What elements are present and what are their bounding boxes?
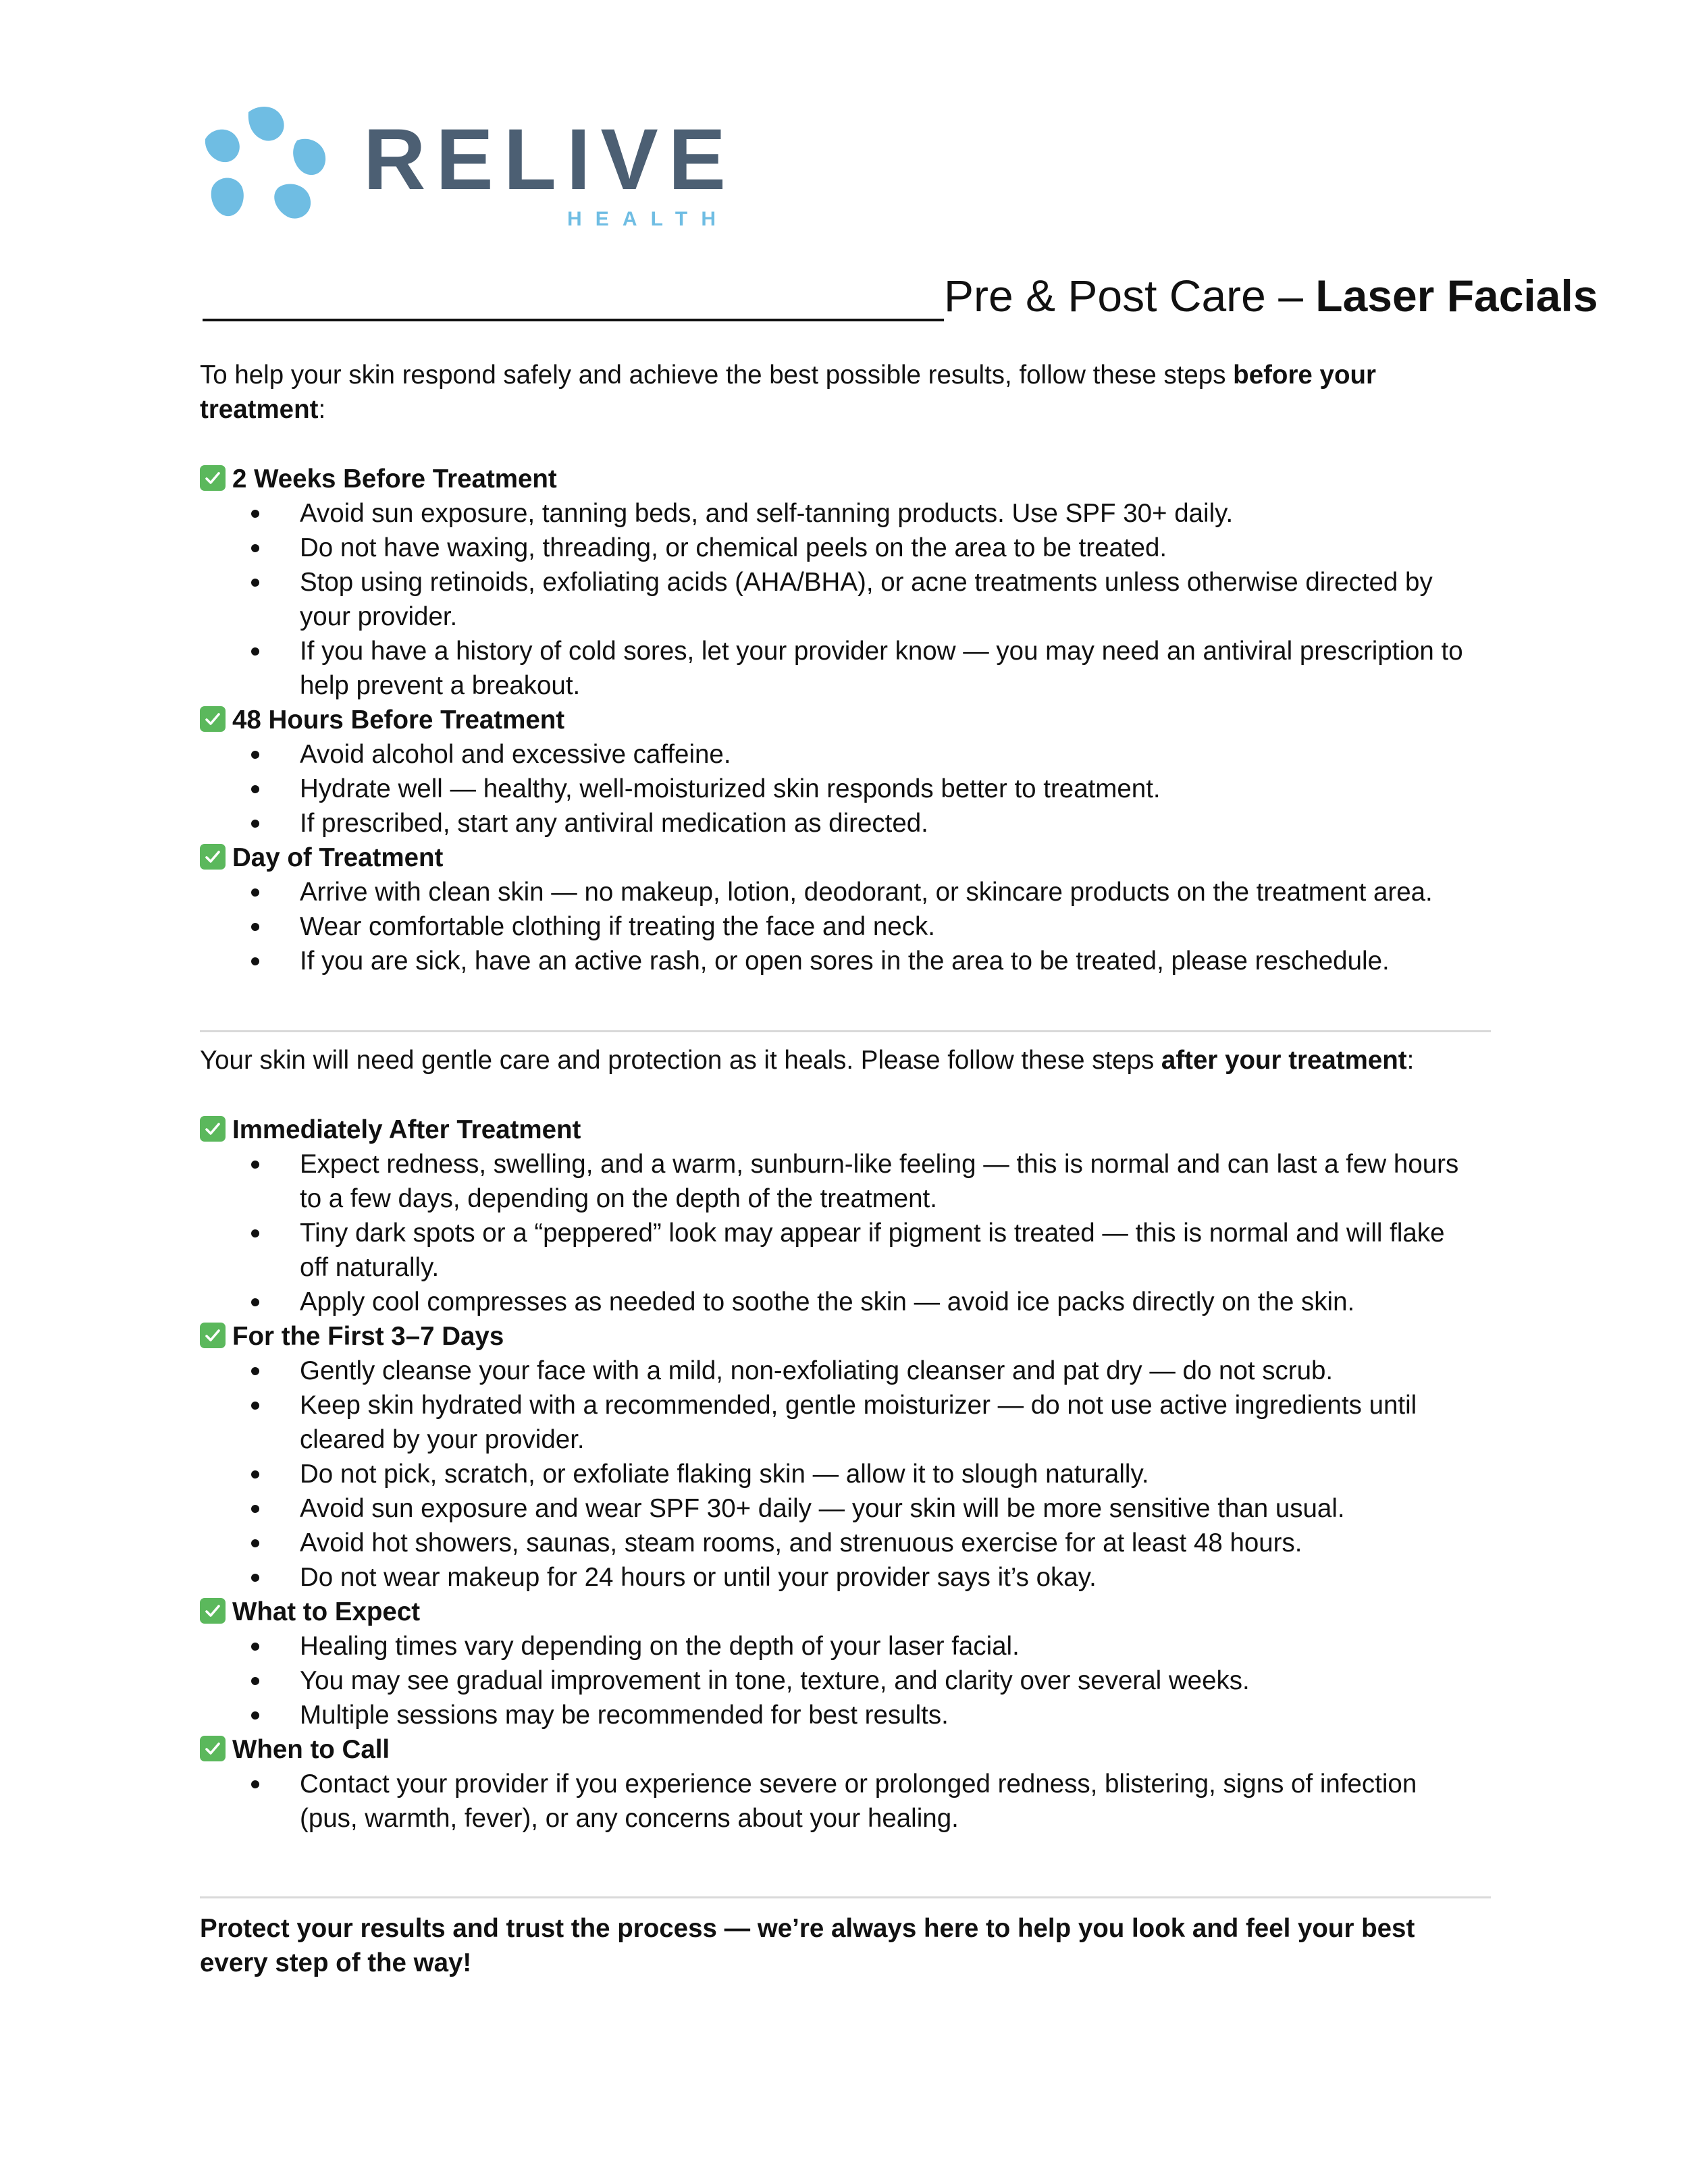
bullet-list xyxy=(200,496,1496,703)
section-heading xyxy=(200,703,1496,737)
care-section xyxy=(200,1595,1496,1732)
section-heading-text: What to Expect xyxy=(232,1597,421,1626)
logo-subtitle: HEALTH xyxy=(567,208,729,230)
list-item xyxy=(200,1285,1496,1319)
list-item-text: Stop using retinoids, exfoliating acids (AHA/BHA), or acne treatments unless otherwise directed by your provider. xyxy=(300,568,1433,631)
bullet-list xyxy=(200,875,1496,978)
bullet-icon xyxy=(251,1229,259,1237)
logo-wordmark: RELIVE xyxy=(363,111,728,208)
list-item-text: Tiny dark spots or a “peppered” look may appear if pigment is treated — this is normal and will flake off naturally. xyxy=(300,1219,1445,1282)
care-section xyxy=(200,1113,1496,1319)
check-mark-icon xyxy=(200,706,226,732)
bullet-icon xyxy=(251,1367,259,1375)
list-item-text: Do not have waxing, threading, or chemical peels on the area to be treated. xyxy=(300,533,1167,562)
bullet-icon xyxy=(251,1298,259,1306)
list-item-text: If you are sick, have an active rash, or open sores in the area to be treated, please reschedule. xyxy=(300,947,1390,976)
section-heading-text: When to Call xyxy=(232,1735,390,1764)
list-item xyxy=(200,1491,1496,1526)
list-item xyxy=(200,531,1496,565)
bullet-icon xyxy=(251,888,259,897)
bullet-icon xyxy=(251,647,259,656)
list-item-text: Avoid sun exposure, tanning beds, and self-tanning products. Use SPF 30+ daily. xyxy=(300,499,1234,528)
list-item xyxy=(200,1388,1496,1457)
relive-health-logo xyxy=(203,100,743,235)
list-item xyxy=(200,1767,1496,1836)
list-item xyxy=(200,1698,1496,1732)
bullet-list xyxy=(200,1147,1496,1319)
section-heading xyxy=(200,1732,1496,1767)
list-item-text: Avoid alcohol and excessive caffeine. xyxy=(300,740,731,769)
main-content xyxy=(200,358,1496,1980)
list-item xyxy=(200,772,1496,806)
check-mark-icon xyxy=(200,1323,226,1348)
title-bold: Laser Facials xyxy=(1315,271,1598,321)
care-section xyxy=(200,1732,1496,1836)
bullet-icon xyxy=(251,544,259,552)
bullet-icon xyxy=(251,1780,259,1788)
bullet-icon xyxy=(251,1643,259,1651)
section-heading xyxy=(200,841,1496,875)
list-item xyxy=(200,1629,1496,1663)
bullet-icon xyxy=(251,957,259,965)
list-item-text: Avoid hot showers, saunas, steam rooms, and strenuous exercise for at least 48 hours. xyxy=(300,1528,1302,1557)
list-item-text: Wear comfortable clothing if treating the face and neck. xyxy=(300,912,935,941)
bullet-icon xyxy=(251,1161,259,1169)
section-heading xyxy=(200,1113,1496,1147)
care-section xyxy=(200,703,1496,841)
list-item xyxy=(200,1457,1496,1491)
bullet-icon xyxy=(251,1677,259,1685)
bullet-icon xyxy=(251,1505,259,1513)
bullet-icon xyxy=(251,785,259,793)
list-item-text: Contact your provider if you experience severe or prolonged redness, blistering, signs of infection (pus, warmth, fever), or any concerns about your healing. xyxy=(300,1769,1417,1833)
list-item xyxy=(200,1354,1496,1388)
check-mark-icon xyxy=(200,1598,226,1624)
bullet-icon xyxy=(251,1711,259,1720)
list-item xyxy=(200,806,1496,841)
section-heading-text: 48 Hours Before Treatment xyxy=(232,705,565,735)
list-item-text: Do not wear makeup for 24 hours or until your provider says it’s okay. xyxy=(300,1563,1097,1592)
list-item xyxy=(200,875,1496,909)
list-item-text: If prescribed, start any antiviral medication as directed. xyxy=(300,809,928,838)
list-item-text: Do not pick, scratch, or exfoliate flaking skin — allow it to slough naturally. xyxy=(300,1460,1149,1489)
list-item-text: Gently cleanse your face with a mild, non-exfoliating cleanser and pat dry — do not scrub. xyxy=(300,1356,1334,1385)
list-item-text: Hydrate well — healthy, well-moisturized skin responds better to treatment. xyxy=(300,774,1161,803)
list-item-text: Expect redness, swelling, and a warm, sunburn-like feeling — this is normal and can last a few hours to a few days, depending on the depth of the treatment. xyxy=(300,1150,1459,1213)
title-row xyxy=(203,267,1598,328)
list-item-text: Avoid sun exposure and wear SPF 30+ daily — your skin will be more sensitive than usual. xyxy=(300,1494,1345,1523)
list-item xyxy=(200,1560,1496,1595)
section-heading xyxy=(200,1319,1496,1354)
check-mark-icon xyxy=(200,1736,226,1761)
bullet-icon xyxy=(251,1539,259,1547)
care-section xyxy=(200,841,1496,978)
section-heading xyxy=(200,462,1496,496)
list-item xyxy=(200,737,1496,772)
bullet-icon xyxy=(251,923,259,931)
list-item xyxy=(200,1526,1496,1560)
bullet-icon xyxy=(251,1470,259,1479)
list-item-text: If you have a history of cold sores, let your provider know — you may need an antiviral prescription to help prevent a breakout. xyxy=(300,637,1463,700)
bullet-icon xyxy=(251,1574,259,1582)
bullet-list xyxy=(200,1354,1496,1595)
pre-intro: To help your skin respond safely and achieve the best possible results, follow these steps before your treatment: xyxy=(200,361,1376,424)
closing-statement: Protect your results and trust the process — we’re always here to help you look and feel your best every step of the way! xyxy=(200,1914,1415,1977)
care-section xyxy=(200,1319,1496,1595)
bullet-icon xyxy=(251,510,259,518)
bullet-list xyxy=(200,1629,1496,1732)
bullet-icon xyxy=(251,751,259,759)
list-item xyxy=(200,1147,1496,1216)
list-item xyxy=(200,496,1496,531)
check-mark-icon xyxy=(200,1116,226,1142)
list-item xyxy=(200,1216,1496,1285)
list-item xyxy=(200,909,1496,944)
section-heading-text: For the First 3–7 Days xyxy=(232,1322,504,1351)
name-blank-line xyxy=(203,319,944,321)
post-intro: Your skin will need gentle care and protection as it heals. Please follow these steps after your treatment: xyxy=(200,1046,1415,1075)
check-mark-icon xyxy=(200,465,226,491)
section-heading xyxy=(200,1595,1496,1629)
section-heading-text: 2 Weeks Before Treatment xyxy=(232,464,557,494)
list-item xyxy=(200,634,1496,703)
bullet-list xyxy=(200,1767,1496,1836)
post-care-sections xyxy=(200,1113,1496,1836)
list-item xyxy=(200,565,1496,634)
list-item-text: Healing times vary depending on the depth of your laser facial. xyxy=(300,1632,1020,1661)
list-item-text: Multiple sessions may be recommended for best results. xyxy=(300,1701,949,1730)
care-section xyxy=(200,462,1496,703)
list-item-text: You may see gradual improvement in tone, texture, and clarity over several weeks. xyxy=(300,1666,1250,1695)
section-heading-text: Immediately After Treatment xyxy=(232,1115,581,1144)
list-item-text: Arrive with clean skin — no makeup, lotion, deodorant, or skincare products on the treatment area. xyxy=(300,878,1433,907)
bullet-icon xyxy=(251,1402,259,1410)
petal-flower-icon xyxy=(205,107,325,219)
list-item-text: Keep skin hydrated with a recommended, gentle moisturizer — do not use active ingredients until cleared by your provider. xyxy=(300,1391,1417,1454)
list-item xyxy=(200,944,1496,978)
bullet-icon xyxy=(251,579,259,587)
bullet-icon xyxy=(251,820,259,828)
section-heading-text: Day of Treatment xyxy=(232,843,444,872)
bullet-list xyxy=(200,737,1496,841)
check-mark-icon xyxy=(200,844,226,870)
list-item-text: Apply cool compresses as needed to soothe the skin — avoid ice packs directly on the skin. xyxy=(300,1287,1355,1316)
pre-care-sections xyxy=(200,462,1496,978)
page-title xyxy=(944,267,1598,324)
list-item xyxy=(200,1663,1496,1698)
title-prefix: Pre & Post Care – xyxy=(944,271,1316,321)
